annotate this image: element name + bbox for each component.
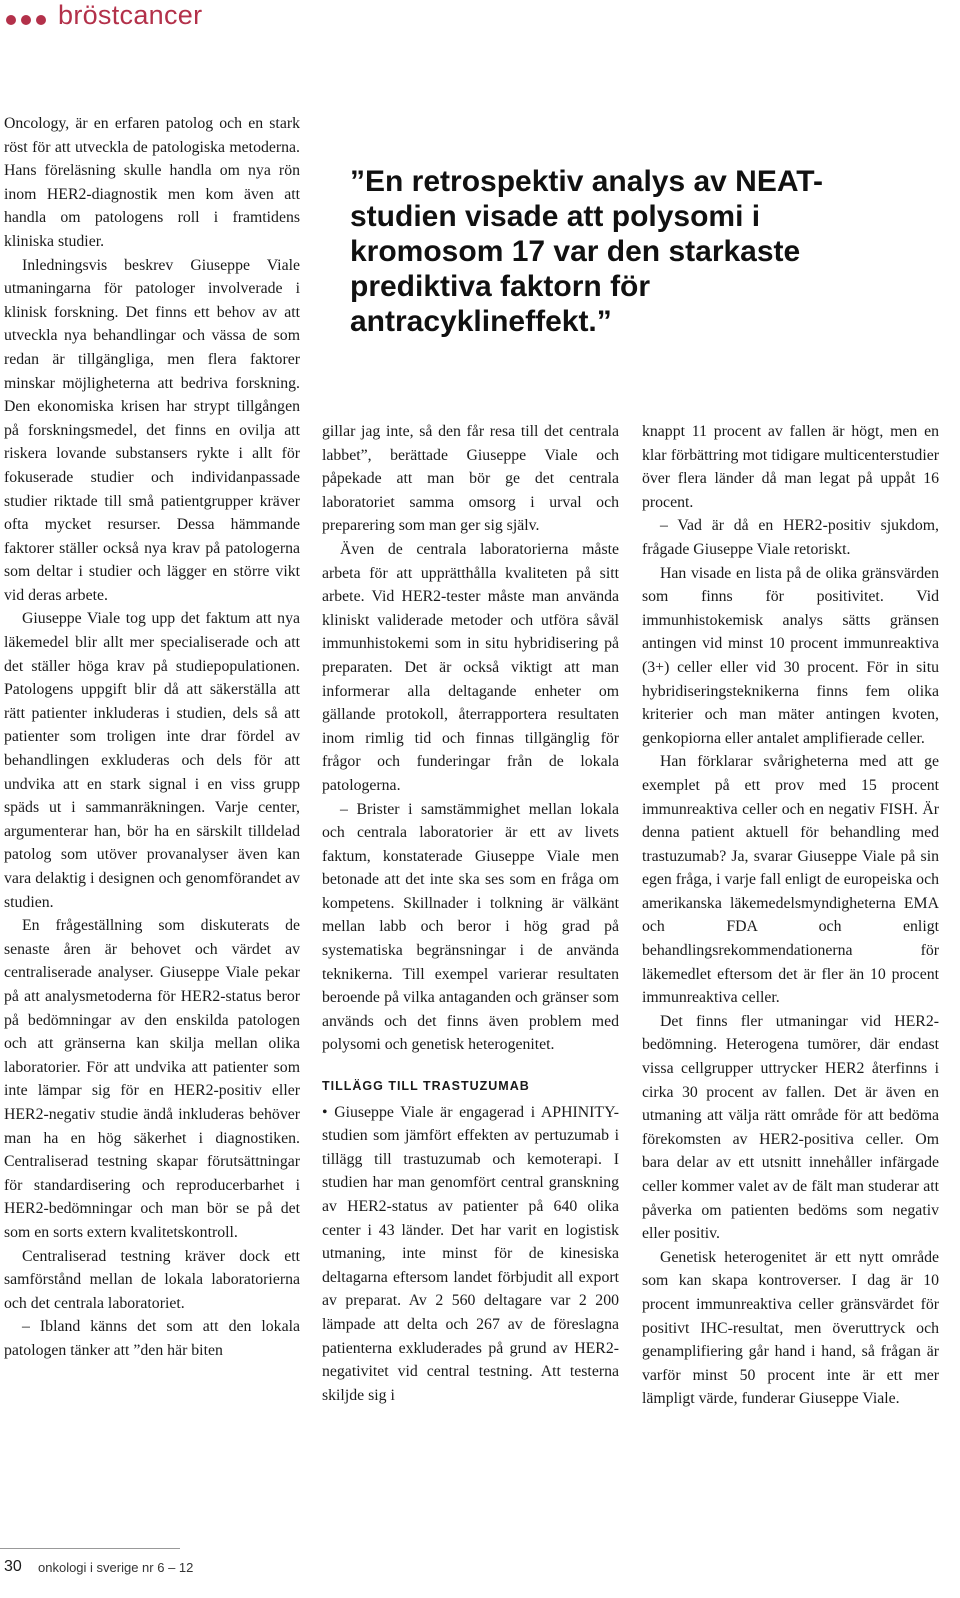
paragraph: Han förklarar svårigheterna med att ge exemplet på ett prov med 15 procent immunreaktiva celler och en negativ FISH. Är denna patient aktuell för behandling med trastuzumab? Ja, svarar Giuseppe Viale på sin egen fråga, i varje fall enligt de europeiska och amerikanska läkemedelsmyndigheterna EMA och FDA och enligt behandlingsrekommendationerna för läkemedlet eftersom det är fler än 10 procent immunreaktiva celler.	[642, 753, 939, 1007]
paragraph: Genetisk heterogenitet är ett nytt område som kan skapa kontroverser. I dag är 10 procent immunreaktiva celler gränsvärdet för positivt IHC-resultat, men överuttryck och genamplifiering går hand i hand, så frågan är varför minst 50 procent inte är ett mer lämpligt värde, funderar Giuseppe Viale.	[642, 1248, 939, 1408]
article-column-3	[642, 420, 939, 1411]
dot-icon	[36, 15, 46, 25]
article-column-1	[4, 112, 300, 1362]
paragraph: – Vad är då en HER2-positiv sjukdom, frågade Giuseppe Viale retoriskt.	[642, 517, 939, 558]
paragraph: • Giuseppe Viale är engagerad i APHINITY-studien som jämfört effekten av pertuzumab i tillägg till trastuzumab och kemoterapi. I studien har man genomfört central granskning av HER2-status av patienter på 640 olika center i 43 länder. Det har varit en logistisk utmaning, inte minst för de kinesiska deltagarna eftersom landet förbjudit all export av preparat. Av 2 560 deltagare var 2 200 lämpade att delta och 267 av de föreslagna patienterna exkluderades på grund av HER2-negativitet vid central testning. Att testerna skiljde sig i	[322, 1103, 619, 1404]
page-header	[0, 0, 600, 34]
article-column-2	[322, 420, 619, 1407]
section-title: bröstcancer	[58, 0, 203, 30]
page-footer	[0, 1548, 200, 1598]
pull-quote: ”En retrospektiv analys av NEAT-studien visade att polysomi i kromosom 17 var den starkaste prediktiva faktorn för antracyklineffekt.”	[350, 165, 823, 338]
paragraph: Oncology, är en erfaren patolog och en stark röst för att utveckla de patologiska metoderna. Hans föreläsning skulle handla om nya rön inom HER2-diagnostik men kom även att handla om patologens roll i framtidens kliniska studier.	[4, 115, 300, 250]
paragraph: En frågeställning som diskuterats de senaste åren är behovet och värdet av centraliserade analyser. Giuseppe Viale pekar på att analysmetoderna för HER2-status beror på bedömningar av den enskilda patologen och att gränserna kan skilja mellan olika laboratorier. För att undvika att patienter som inte lämpar sig för en HER2-positiv eller HER2-negativ studie ändå inkluderas behöver man ha en hög säkerhet i diagnostiken. Centraliserad testning skapar förutsättningar för standardisering och reproducerbarhet i HER2-bedömningar och man bör se på det som en sorts extern kvalitetskontroll.	[4, 917, 300, 1241]
paragraph: Centraliserad testning kräver dock ett samförstånd mellan de lokala laboratorierna och det centrala laboratoriet.	[4, 1247, 300, 1312]
paragraph: Giuseppe Viale tog upp det faktum att nya läkemedel blir allt mer specialiserade och att det ställer höga krav på studiepopulationen. Patologens uppgift blir då att säkerställa att rätt patienter inkluderas i studien, dels så att patienter som troligen inte drar fördel av behandlingen exkluderas och dels för att undvika att en stark signal i en viss grupp späds ut i sammanräkningen. Varje center, argumenterar han, bör ha en särskilt tilldelad patolog som utöver provanalyser även kan vara delaktig i designen och genomförandet av studien.	[4, 610, 300, 911]
subheading: TILLÄGG TILL TRASTUZUMAB	[322, 1079, 530, 1094]
dot-icon	[21, 15, 31, 25]
footer-divider	[0, 1548, 180, 1549]
paragraph: knappt 11 procent av fallen är högt, men en klar förbättring mot tidigare multicenterstudier över flera länder då man legat på uppåt 16 procent.	[642, 423, 939, 511]
page-number: 30	[4, 1558, 22, 1575]
journal-title: onkologi i sverige nr 6 – 12	[38, 1560, 194, 1575]
paragraph: gillar jag inte, så den får resa till det centrala labbet”, berättade Giuseppe Viale och påpekade att man bör ge det centrala laboratoriet samma omsorg i urval och preparering som man ger sig själv.	[322, 423, 619, 535]
paragraph: Det finns fler utmaningar vid HER2-bedömning. Heterogena tumörer, där endast vissa cellgrupper uttrycker HER2 återfinns i cirka 30 procent av fallen. Det är även en utmaning att välja rätt område för att bedöma förekomsten av HER2-positiva celler. Om bara delar av ett utsnitt innehåller infärgade celler kommer valet av de fält man studerar att påverka om patienten bedöms som negativ eller positiv.	[642, 1012, 939, 1243]
decorative-dots	[6, 12, 51, 30]
paragraph: Han visade en lista på de olika gränsvärden som finns för positivitet. Vid immunhistokemisk analys sätts gränsen antingen vid minst 10 procent immunreaktiva (3+) celler eller vid 30 procent. För in situ hybridiseringsteknikerna finns fem olika kriterier och man mäter antingen kvoten, genkopiorna eller antalet amplifierade celler.	[642, 564, 939, 747]
paragraph: Inledningsvis beskrev Giuseppe Viale utmaningarna för patologer involverade i klinisk forskning. Det finns ett behov av att utveckla nya behandlingar och vässa de som redan är tillgängliga, men flera faktorer minskar möjligheterna att bedriva forskning. Den ekonomiska krisen har strypt tillgången på forskningsmedel, det finns en ovilja att riskera lovande substansers rykte i allt för fokuserade studier och individanpassade studier riktade till små patientgrupper kräver ofta mycket resurser. Dessa hämmande faktorer ställer också nya krav på patologerna som deltar i studier och lägger en större vikt vid deras arbete.	[4, 256, 300, 604]
paragraph: – Brister i samstämmighet mellan lokala och centrala laboratorier är ett av livets faktum, konstaterade Giuseppe Viale men betonade att det inte ska ses som en fråga om kompetens. Skillnader i tolkning är välkänt mellan labb och beror i hög grad på systematiska begränsningar i de använda teknikerna. Till exempel varierar resultaten beroende på vilka antaganden och gränser som används och det finns även problem med polysomi och genetisk heterogenitet.	[322, 800, 619, 1054]
dot-icon	[6, 15, 16, 25]
paragraph: – Ibland känns det som att den lokala patologen tänker att ”den här biten	[4, 1318, 300, 1359]
paragraph: Även de centrala laboratorierna måste arbeta för att upprätthålla kvaliteten på sitt arbete. Vid HER2-tester måste man använda kliniskt validerade metoder och utföra såväl immunhistokemi som in situ hybridisering på preparaten. Det är också viktigt att man informerar alla deltagande enheter om gällande protokoll, återrapportera resultaten inom rimlig tid och finnas tillgänglig för frågor och funderingar från de lokala patologerna.	[322, 540, 619, 794]
